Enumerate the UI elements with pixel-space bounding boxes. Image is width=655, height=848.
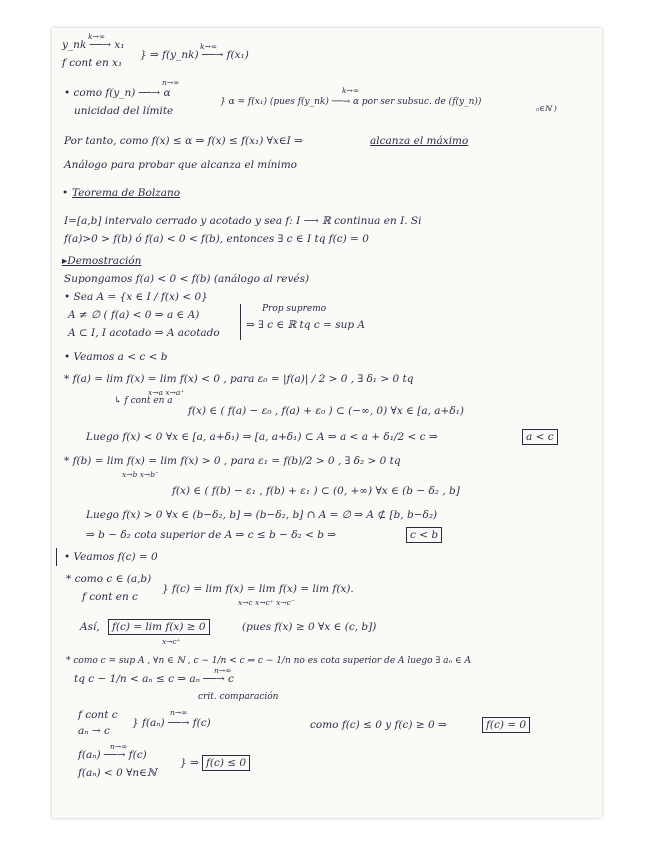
note-line: } ⇒	[180, 757, 199, 769]
limit-annotation: k→∞	[342, 86, 360, 95]
note-line: f cont c	[78, 709, 118, 721]
note-line: Por tanto, como f(x) ≤ α ⇒ f(x) ≤ f(x₁) ∀x∈I ⇒	[64, 135, 303, 147]
note-line: * f(a) = lim f(x) = lim f(x) < 0 , para ε₀ = |f(a)| / 2 > 0 , ∃ δ₁ > 0 tq	[64, 373, 414, 385]
limit-annotation: x→c⁺	[162, 637, 181, 646]
note-line: aₙ → c	[78, 725, 110, 737]
note-annotation: Prop supremo	[262, 304, 327, 314]
brace	[240, 304, 241, 340]
note-line: ⇒ b − δ₂ cota superior de A ⇒ c ≤ b − δ₂ < b ⇒	[86, 529, 337, 541]
note-line: * f(b) = lim f(x) = lim f(x) > 0 , para ε₁ = f(b)/2 > 0 , ∃ δ₂ > 0 tq	[64, 455, 401, 467]
note-line: } ⇒ f(y_nk) ──→ f(x₁)	[140, 49, 249, 61]
note-line: • Veamos f(c) = 0	[64, 551, 158, 563]
note-line: Así,	[80, 621, 100, 633]
note-line: y_nk ──→ x₁	[62, 39, 125, 51]
note-line: ₙ∈ℕ )	[536, 104, 557, 113]
note-line: * como c ∈ (a,b)	[66, 573, 152, 585]
note-line: • Sea A = {x ∈ I / f(x) < 0}	[64, 291, 208, 303]
note-line: Luego f(x) > 0 ∀x ∈ (b−δ₂, b] ⇒ (b−δ₂, b] ∩ A = ∅ ⇒ A ⊄ [b, b−δ₂)	[86, 509, 438, 521]
note-line: Luego f(x) < 0 ∀x ∈ [a, a+δ₁) ⇒ [a, a+δ₁) ⊂ A ⇒ a < a + δ₁/2 < c ⇒	[86, 431, 438, 443]
note-line: tq c − 1/n < aₙ ≤ c ⇒ aₙ ──→ c	[74, 673, 234, 685]
limit-annotation: x→a x→a⁺	[148, 388, 185, 397]
boxed-result: f(c) = lim f(x) ≥ 0	[108, 619, 210, 635]
boxed-result: c < b	[406, 527, 442, 543]
notebook-sheet	[52, 28, 602, 818]
boxed-result: f(c) ≤ 0	[202, 755, 250, 771]
note-annotation: ↳ f cont en a	[114, 396, 173, 406]
note-annotation: crit. comparación	[198, 692, 279, 702]
bullet: •	[62, 187, 69, 199]
note-line: f cont en x₁	[62, 57, 123, 69]
note-line: (pues f(x) ≥ 0 ∀x ∈ (c, b])	[242, 621, 377, 633]
note-line: f(aₙ) < 0 ∀n∈ℕ	[78, 767, 157, 779]
note-line: unicidad del límite	[74, 105, 174, 117]
limit-annotation: n→∞	[110, 742, 128, 751]
note-line: f(a)>0 > f(b) ó f(a) < 0 < f(b), entonces ∃ c ∈ I tq f(c) = 0	[64, 233, 369, 245]
note-line: } f(aₙ) ──→ f(c)	[132, 717, 211, 729]
note-line: • Veamos a < c < b	[64, 351, 168, 363]
limit-annotation: n→∞	[214, 666, 232, 675]
limit-annotation: k→∞	[88, 32, 106, 41]
note-line: f(x) ∈ ( f(a) − ε₀ , f(a) + ε₀ ) ⊂ (−∞, 0) ∀x ∈ [a, a+δ₁)	[188, 405, 464, 417]
limit-annotation: x→b x→b⁻	[122, 470, 159, 479]
note-line: f(x) ∈ ( f(b) − ε₁ , f(b) + ε₁ ) ⊂ (0, +∞) ∀x ∈ (b − δ₂ , b]	[172, 485, 460, 497]
note-line: * como c = sup A , ∀n ∈ ℕ , c − 1/n < c ⇒ c − 1/n no es cota superior de A luego ∃ aₙ ∈ A	[66, 656, 472, 666]
boxed-result: f(c) = 0	[482, 717, 530, 733]
note-line: } f(c) = lim f(x) = lim f(x) = lim f(x).	[162, 583, 354, 595]
note-line: Supongamos f(a) < 0 < f(b) (análogo al revés)	[64, 273, 310, 285]
limit-annotation: n→∞	[170, 708, 188, 717]
note-line: A ≠ ∅ ( f(a) < 0 ⇒ a ∈ A)	[68, 309, 200, 321]
limit-annotation: x→c x→c⁺ x→c⁻	[238, 598, 295, 607]
boxed-result: a < c	[522, 429, 558, 445]
limit-annotation: n→∞	[162, 78, 180, 87]
note-line: I=[a,b] intervalo cerrado y acotado y sea f: I ⟶ ℝ continua en I. Si	[64, 215, 422, 227]
note-line: A ⊂ I, I acotado ⇒ A acotado	[68, 327, 220, 339]
margin-mark	[56, 548, 57, 566]
limit-annotation: k→∞	[200, 42, 218, 51]
note-line: f(aₙ) ──→ f(c)	[78, 749, 147, 761]
section-title: Teorema de Bolzano	[72, 187, 181, 199]
section-title: ▸Demostración	[62, 255, 142, 267]
boxed-result: alcanza el máximo	[370, 135, 469, 147]
note-line: como f(c) ≤ 0 y f(c) ≥ 0 ⇒	[310, 719, 447, 731]
note-line: } α = f(x₁) (pues f(y_nk) ──→ α por ser subsuc. de (f(y_n))	[220, 97, 482, 107]
note-line: • como f(y_n) ──→ α	[64, 87, 171, 99]
note-line: f cont en c	[82, 591, 138, 603]
note-line: Análogo para probar que alcanza el mínimo	[64, 159, 297, 171]
note-line: ⇒ ∃ c ∈ ℝ tq c = sup A	[246, 319, 365, 331]
